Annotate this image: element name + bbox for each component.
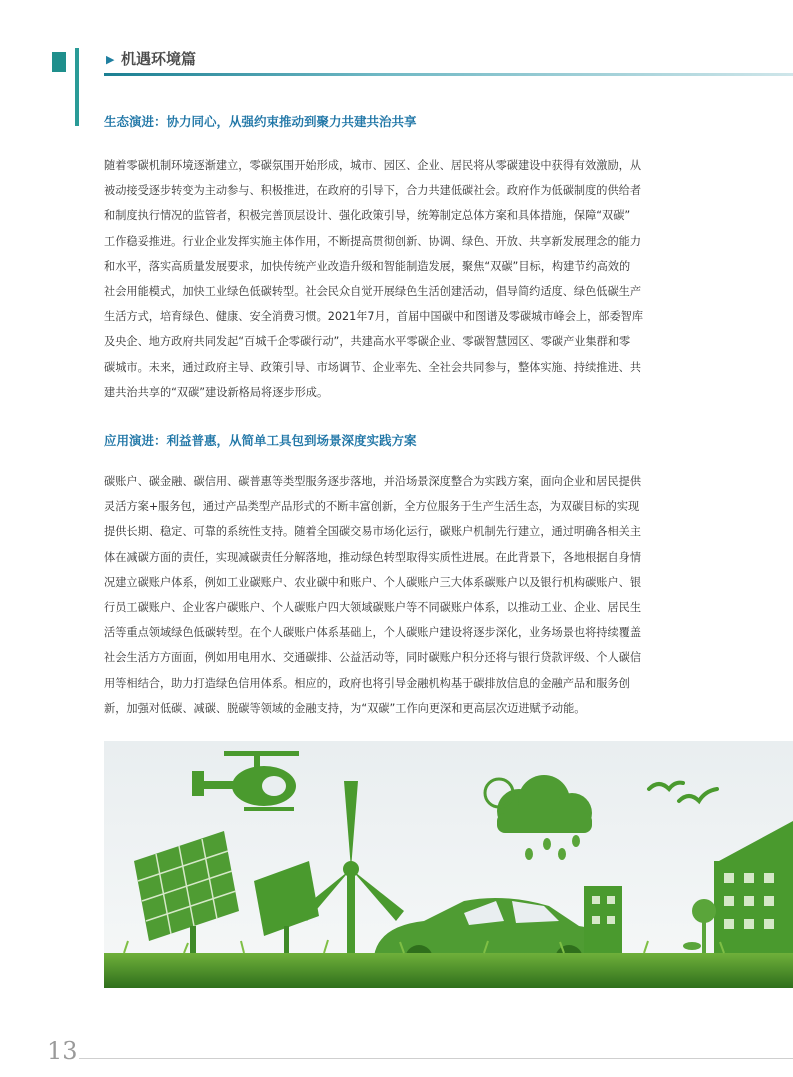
text-line: 工作稳妥推进。行业企业发挥实施主体作用，不断提高贯彻创新、协调、绿色、开放、共享新发展理念的能力 (104, 234, 642, 248)
page-number: 13 (47, 1037, 78, 1065)
text-line: 用等相结合，助力打造绿色信用体系。相应的，政府也将引导金融机构基于碳排放信息的金融产品和服务创 (104, 676, 630, 690)
grass-strip (104, 953, 793, 988)
footer-divider (79, 1058, 793, 1059)
text-line: 提供长期、稳定、可靠的系统性支持。随着全国碳交易市场化运行，碳账户机制先行建立，通过明确各相关主 (104, 525, 642, 539)
section-title: 机遇环境篇 (121, 50, 197, 68)
paragraph-application (104, 469, 688, 721)
text-line: 行员工碳账户、企业客户碳账户、个人碳账户四大领域碳账户等不同碳账户体系，以推动工业、企业、居民生 (104, 601, 642, 615)
text-line: 社会用能模式，加快工业绿色低碳转型。社会民众自觉开展绿色生活创建活动，倡导简约适度、绿色低碳生产 (104, 285, 642, 299)
decorative-block (52, 52, 66, 72)
text-line: 及央企、地方政府共同发起“百城千企零碳行动”，共建高水平零碳企业、零碳智慧园区、零碳产业集群和零 (104, 335, 631, 349)
subsection-heading-ecology: 生态演进：协力同心，从强约束推动到聚力共建共治共享 (104, 114, 417, 129)
text-line: 新，加强对低碳、减碳、脱碳等领域的金融支持，为“双碳”工作向更深和更高层次迈进赋予动能。 (104, 701, 586, 715)
text-line: 建共治共享的“双碳”建设新格局将逐步形成。 (104, 385, 329, 399)
text-line: 被动接受逐步转变为主动参与、积极推进，在政府的引导下，合力共建低碳社会。政府作为低碳制度的供给者 (104, 184, 642, 198)
text-line: 随着零碳机制环境逐渐建立，零碳氛围开始形成，城市、园区、企业、居民将从零碳建设中获得有效激励，从 (104, 159, 642, 172)
paragraph-ecology (104, 153, 688, 405)
triangle-right-icon: ▶ (106, 53, 115, 66)
text-line: 活等重点领域绿色低碳转型。在个人碳账户体系基础上，个人碳账户建设将逐步深化，业务场景也将持续覆盖 (104, 626, 642, 640)
header-divider (104, 73, 793, 76)
text-line: 和制度执行情况的监管者，积极完善顶层设计、强化政策引导，统筹制定总体方案和具体措施，保障“双碳” (104, 209, 631, 223)
subsection-heading-application: 应用演进：利益普惠，从简单工具包到场景深度实践方案 (104, 433, 417, 448)
text-line: 社会生活方方面面，例如用电用水、交通碳排、公益活动等，同时碳账户积分还将与银行贷款评级、个人碳信 (104, 651, 642, 665)
text-line: 碳城市。未来，通过政府主导、政策引导、市场调节、企业率先、全社会共同参与，整体实施、持续推进、共 (104, 360, 642, 374)
decorative-vertical-bar (75, 48, 79, 126)
text-line: 和水平，落实高质量发展要求，加快传统产业改造升级和智能制造发展，聚焦“双碳”目标，构建节约高效的 (104, 259, 631, 273)
text-line: 体在减碳方面的责任，实现减碳责任分解落地，推动绿色转型取得实质性进展。在此背景下，各地根据自身情 (104, 550, 642, 564)
text-line: 生活方式，培育绿色、健康、安全消费习惯。2021年7月，首届中国碳中和图谱及零碳城市峰会上，部委智库 (104, 310, 644, 324)
text-line: 碳账户、碳金融、碳信用、碳普惠等类型服务逐步落地，并沿场景深度整合为实践方案，面向企业和居民提供 (104, 475, 642, 488)
text-line: 况建立碳账户体系，例如工业碳账户、农业碳中和账户、个人碳账户三大体系碳账户以及银行机构碳账户、银 (104, 575, 642, 589)
text-line: 灵活方案+服务包，通过产品类型产品形式的不断丰富创新，全方位服务于生产生活生态，为双碳目标的实现 (104, 500, 640, 514)
green-city-illustration (104, 741, 793, 988)
